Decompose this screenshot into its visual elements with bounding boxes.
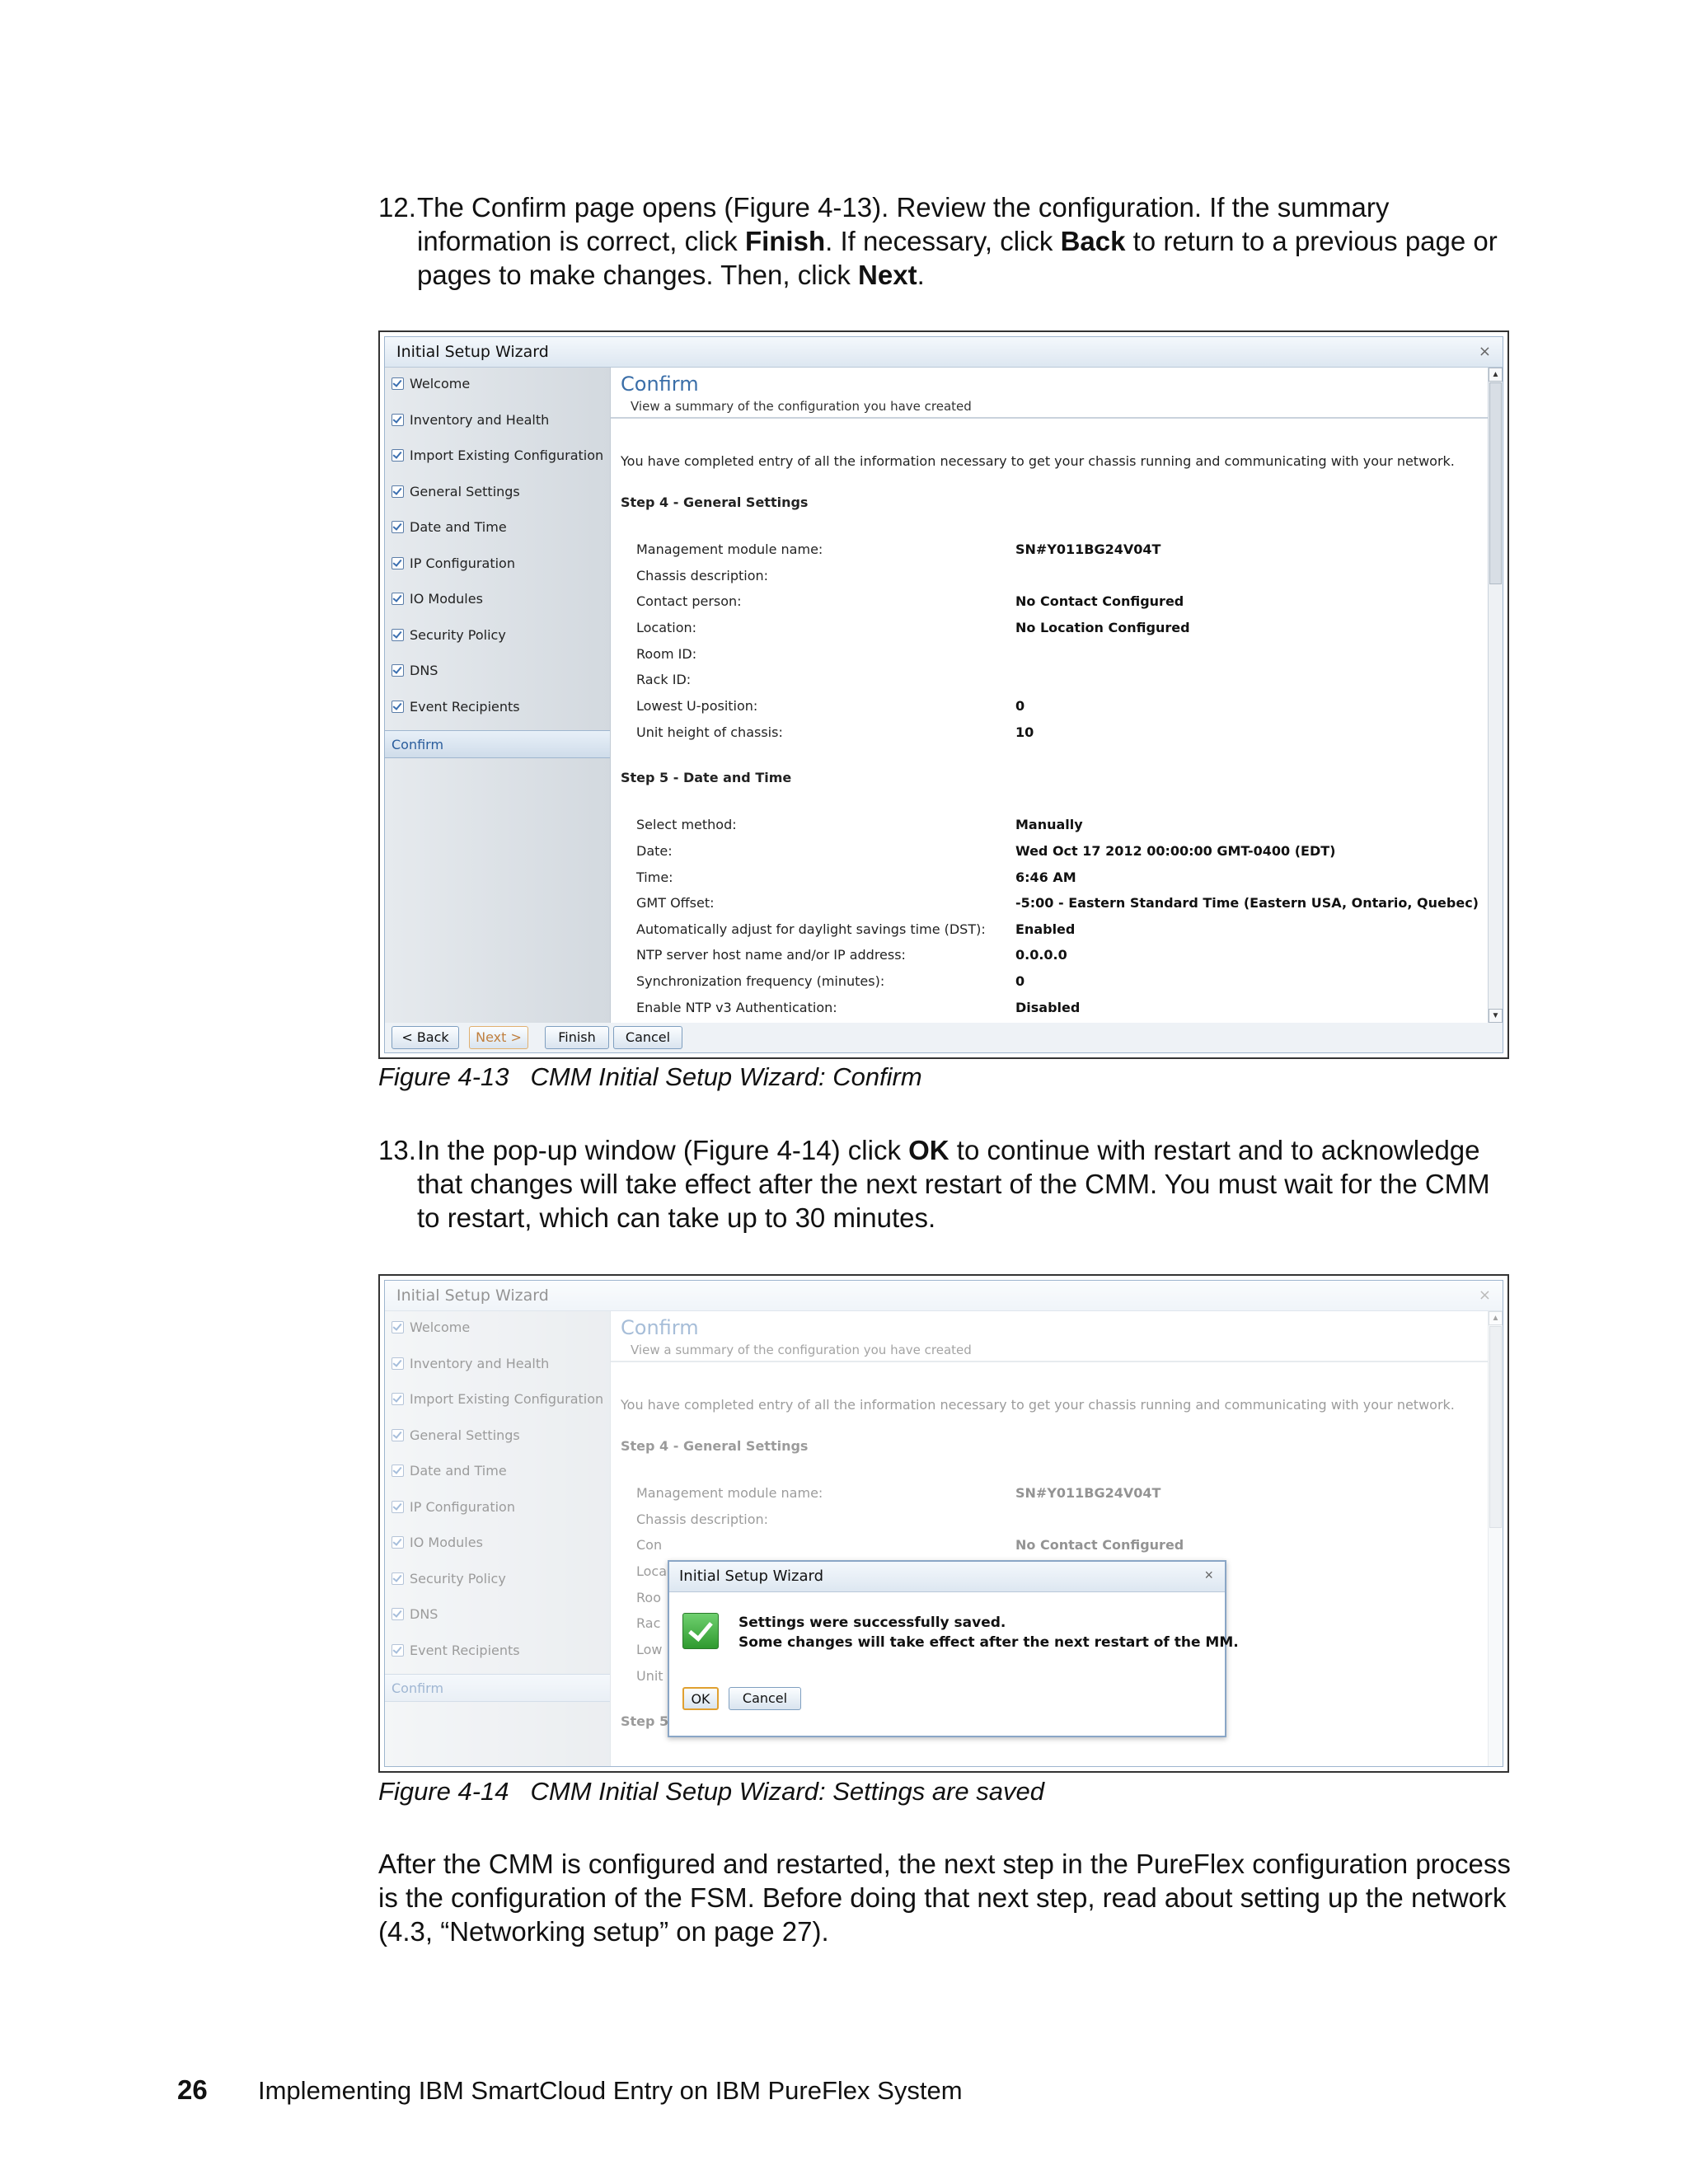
intro-text: You have completed entry of all the information necessary to get your chassis running and communicating with your network. bbox=[621, 453, 1455, 469]
book-title: Implementing IBM SmartCloud Entry on IBM PureFlex System bbox=[258, 2076, 963, 2105]
nav-item-inventory[interactable]: Inventory and Health bbox=[392, 412, 549, 428]
field-label: Location: bbox=[636, 620, 697, 635]
step-number: 13. bbox=[378, 1135, 416, 1165]
dialog-message-line-1: Settings were successfully saved. bbox=[738, 1615, 1006, 1631]
field-value: Enabled bbox=[1015, 921, 1076, 937]
figure-4-13 bbox=[378, 330, 1509, 1059]
cancel-button[interactable]: Cancel bbox=[729, 1687, 801, 1710]
vertical-scrollbar[interactable] bbox=[1488, 368, 1503, 1023]
checkbox-checked-icon bbox=[392, 593, 404, 605]
field-label: Room ID: bbox=[636, 646, 697, 662]
step4-heading: Step 4 - General Settings bbox=[621, 494, 809, 510]
field-label: Chassis description: bbox=[636, 568, 769, 583]
field-label: Management module name: bbox=[636, 541, 823, 557]
field-label: Rack ID: bbox=[636, 672, 692, 687]
step-13-paragraph bbox=[378, 1133, 1516, 1235]
field-value: Disabled bbox=[1015, 1000, 1081, 1015]
closing-paragraph: After the CMM is configured and restarted, the next step in the PureFlex configuration process is the configuration of the FSM. Before doing that next step, read about setting up the network (4.3, “Networking setup” on page 27). bbox=[378, 1849, 1511, 1947]
scroll-up-arrow-icon[interactable]: ▲ bbox=[1489, 368, 1503, 382]
page-title: Confirm bbox=[621, 373, 699, 396]
step5-heading: Step 5 - Date and Time bbox=[621, 770, 792, 785]
nav-item-ip[interactable]: IP Configuration bbox=[392, 555, 515, 571]
field-value: Manually bbox=[1015, 817, 1083, 832]
nav-item-date-time[interactable]: Date and Time bbox=[392, 519, 507, 535]
checkbox-checked-icon bbox=[392, 629, 404, 641]
checkbox-checked-icon bbox=[392, 449, 404, 462]
nav-item-security[interactable]: Security Policy bbox=[392, 627, 506, 643]
dialog-title: Initial Setup Wizard bbox=[669, 1562, 1225, 1592]
checkbox-checked-icon bbox=[392, 521, 404, 533]
wizard-nav bbox=[385, 368, 611, 1052]
checkbox-checked-icon bbox=[392, 664, 404, 677]
nav-item-confirm[interactable]: Confirm bbox=[385, 730, 610, 758]
page-number: 26 bbox=[177, 2074, 208, 2105]
checkbox-checked-icon bbox=[392, 701, 404, 713]
field-value: 0.0.0.0 bbox=[1015, 947, 1067, 963]
step-text: The Confirm page opens (Figure 4-13). Review the configuration. If the summary information is correct, click Finish. If necessary, click Back to return to a previous page or pages to make changes. Then, click Next. bbox=[417, 192, 1498, 290]
field-label: Synchronization frequency (minutes): bbox=[636, 973, 885, 989]
button-bar bbox=[385, 1023, 1503, 1052]
field-value: No Location Configured bbox=[1015, 620, 1190, 635]
dialog-message-line-2: Some changes will take effect after the next restart of the MM. bbox=[738, 1634, 1239, 1651]
scroll-thumb[interactable] bbox=[1489, 382, 1502, 584]
wizard-window bbox=[384, 1280, 1503, 1767]
saved-dialog bbox=[668, 1560, 1239, 1737]
field-value: SN#Y011BG24V04T bbox=[1015, 541, 1161, 557]
scroll-down-arrow-icon[interactable]: ▼ bbox=[1489, 1009, 1503, 1023]
figure-4-14 bbox=[378, 1274, 1509, 1773]
close-icon[interactable]: × bbox=[1204, 1567, 1213, 1583]
figure-caption-text: CMM Initial Setup Wizard: Settings are saved bbox=[530, 1777, 1044, 1806]
field-label: Contact person: bbox=[636, 593, 742, 609]
nav-item-general[interactable]: General Settings bbox=[392, 484, 520, 499]
checkbox-checked-icon bbox=[392, 377, 404, 390]
field-label: Enable NTP v3 Authentication: bbox=[636, 1000, 837, 1015]
close-icon[interactable]: × bbox=[1478, 343, 1491, 360]
figure-label: Figure 4-14 bbox=[378, 1777, 509, 1806]
step-12-paragraph bbox=[378, 190, 1516, 292]
figure-caption bbox=[378, 1777, 1044, 1807]
figure-label: Figure 4-13 bbox=[378, 1062, 509, 1091]
field-label: Date: bbox=[636, 843, 673, 859]
nav-item-dns[interactable]: DNS bbox=[392, 663, 438, 678]
field-label: Select method: bbox=[636, 817, 737, 832]
figure-caption bbox=[378, 1062, 922, 1092]
field-value: -5:00 - Eastern Standard Time (Eastern USA, Ontario, Quebec) bbox=[1015, 895, 1479, 911]
finish-button[interactable]: Finish bbox=[545, 1026, 609, 1049]
field-label: NTP server host name and/or IP address: bbox=[636, 947, 906, 963]
next-button[interactable]: Next > bbox=[469, 1026, 528, 1049]
field-label: Lowest U-position: bbox=[636, 698, 758, 714]
cancel-button[interactable]: Cancel bbox=[613, 1026, 682, 1049]
wizard-window bbox=[384, 336, 1503, 1053]
nav-item-import[interactable]: Import Existing Configuration bbox=[392, 448, 603, 463]
field-label: GMT Offset: bbox=[636, 895, 715, 911]
field-value: 10 bbox=[1015, 724, 1034, 740]
checkbox-checked-icon bbox=[392, 485, 404, 498]
field-label: Unit height of chassis: bbox=[636, 724, 783, 740]
field-value: 0 bbox=[1015, 973, 1025, 989]
page-subtitle: View a summary of the configuration you have created bbox=[631, 399, 972, 414]
nav-item-events[interactable]: Event Recipients bbox=[392, 699, 520, 715]
wizard-title: Initial Setup Wizard bbox=[396, 343, 549, 361]
field-value: Wed Oct 17 2012 00:00:00 GMT-0400 (EDT) bbox=[1015, 843, 1336, 859]
field-value: 6:46 AM bbox=[1015, 869, 1076, 885]
divider bbox=[611, 417, 1488, 419]
ok-button[interactable]: OK bbox=[682, 1687, 719, 1710]
checkbox-checked-icon bbox=[392, 557, 404, 569]
step-number: 12. bbox=[378, 192, 416, 223]
field-value: No Contact Configured bbox=[1015, 593, 1184, 609]
checkbox-checked-icon bbox=[392, 414, 404, 426]
wizard-content bbox=[611, 368, 1488, 1052]
figure-caption-text: CMM Initial Setup Wizard: Confirm bbox=[530, 1062, 922, 1091]
success-check-icon bbox=[682, 1613, 719, 1649]
nav-item-io[interactable]: IO Modules bbox=[392, 591, 483, 607]
nav-item-welcome[interactable]: Welcome bbox=[392, 376, 470, 391]
wizard-titlebar bbox=[385, 337, 1503, 368]
step-text: In the pop-up window (Figure 4-14) click OK to continue with restart and to acknowledge that changes will take effect after the next restart of the CMM. You must wait for the CMM to restart, which can take up to 30 minutes. bbox=[417, 1135, 1490, 1233]
back-button[interactable]: < Back bbox=[392, 1026, 459, 1049]
field-value: 0 bbox=[1015, 698, 1025, 714]
field-label: Time: bbox=[636, 869, 673, 885]
field-label: Automatically adjust for daylight savings time (DST): bbox=[636, 921, 986, 937]
